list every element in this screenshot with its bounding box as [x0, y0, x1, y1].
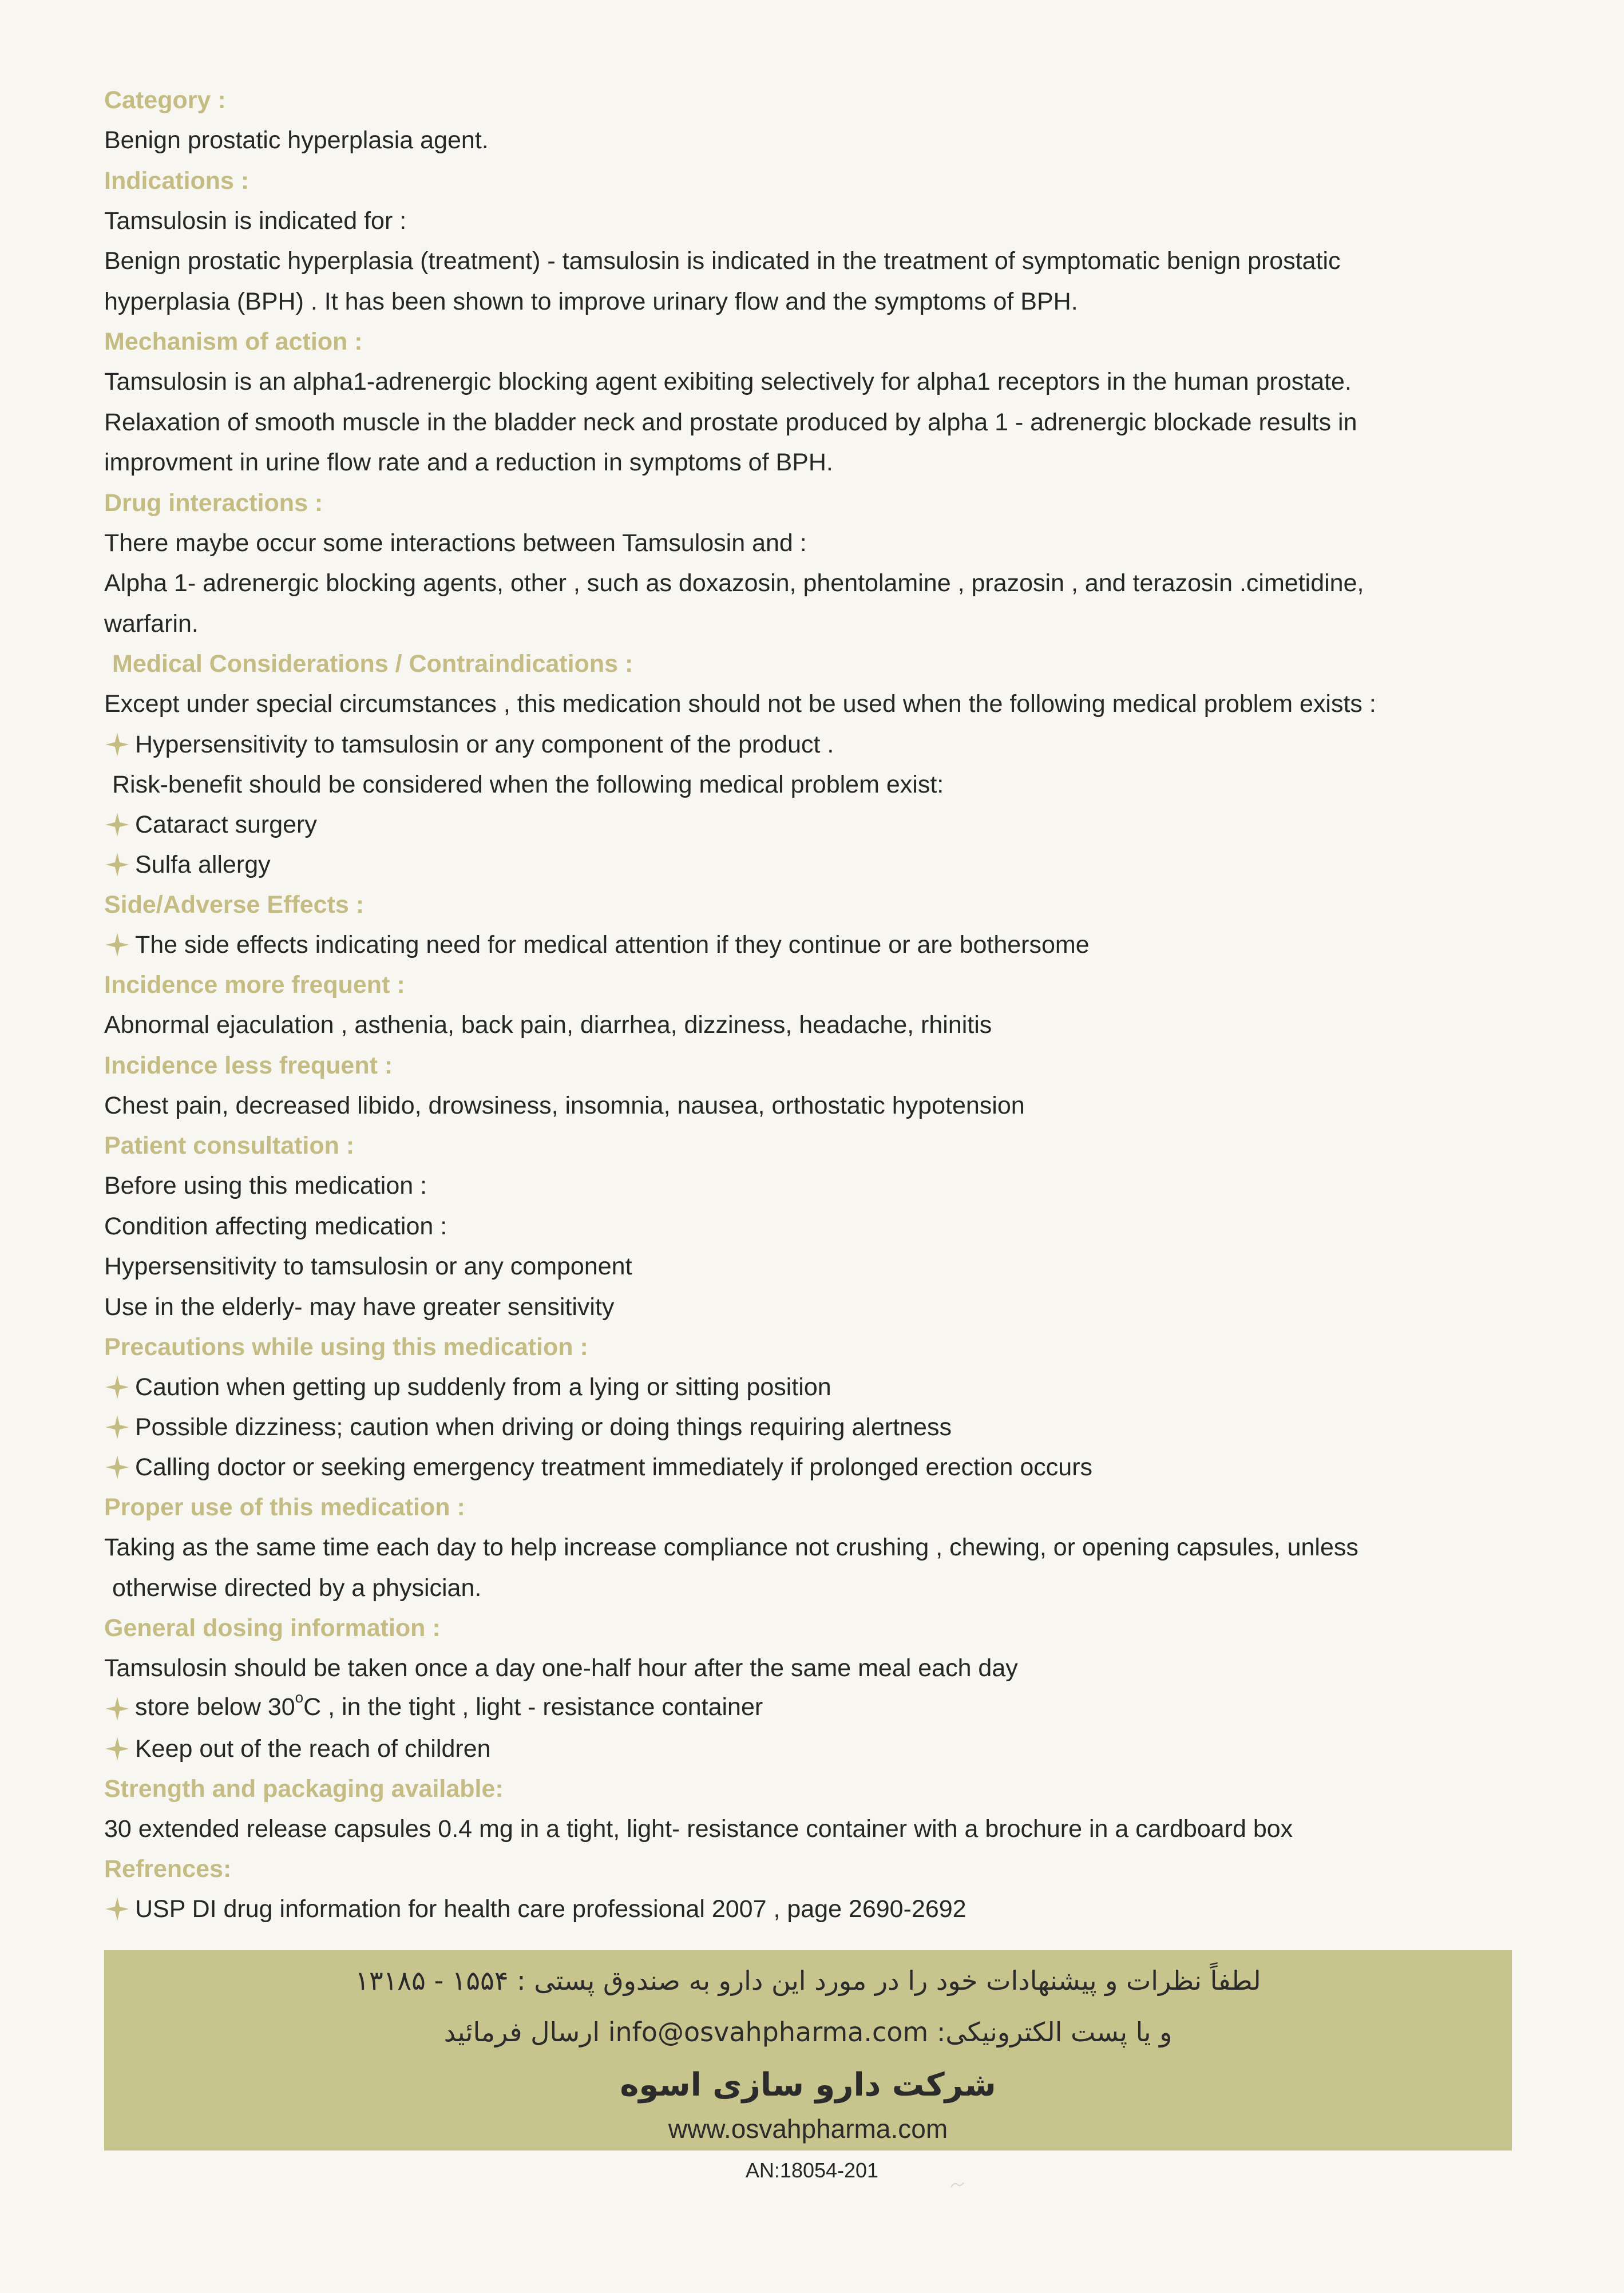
- mechanism-line: Tamsulosin is an alpha1-adrenergic blocking agent exibiting selectively for alpha1 receptors in the human prostate.: [104, 368, 1352, 395]
- proper-use-line: otherwise directed by a physician.: [112, 1574, 482, 1602]
- star-bullet-icon: [104, 1896, 130, 1922]
- interactions-heading: Drug interactions :: [104, 489, 323, 517]
- indications-line: Tamsulosin is indicated for :: [104, 207, 407, 235]
- scan-mark-icon: [949, 2179, 966, 2191]
- consultation-line: Hypersensitivity to tamsulosin or any component: [104, 1253, 632, 1280]
- mechanism-line: Relaxation of smooth muscle in the bladder neck and prostate produced by alpha 1 - adrenergic blockade results in: [104, 408, 1357, 436]
- bullet-text: The side effects indicating need for medical attention if they continue or are bothersome: [135, 931, 1090, 959]
- packaging-text: 30 extended release capsules 0.4 mg in a tight, light- resistance container with a brochure in a cardboard box: [104, 1815, 1293, 1843]
- bullet-text: Cataract surgery: [135, 811, 317, 838]
- star-bullet-icon: [104, 932, 130, 958]
- reference-bullet: [104, 1889, 1495, 1929]
- storage-suffix: C , in the tight , light - resistance container: [303, 1693, 763, 1721]
- side-effects-bullet: [104, 925, 1495, 965]
- indications-heading: Indications :: [104, 167, 249, 195]
- consultation-line: Use in the elderly- may have greater sensitivity: [104, 1293, 615, 1321]
- storage-prefix: store below 30: [135, 1693, 295, 1721]
- proper-use-heading: Proper use of this medication :: [104, 1494, 465, 1521]
- star-bullet-icon: [104, 852, 130, 878]
- risk-benefit-line: Risk-benefit should be considered when the following medical problem exist:: [112, 770, 944, 798]
- precautions-heading: Precautions while using this medication :: [104, 1333, 588, 1361]
- feedback-email-line: و یا پست الکترونیکی: info@osvahpharma.com ارسال فرمائید: [443, 2017, 1173, 2048]
- risk-bullet: [104, 845, 1495, 885]
- precaution-bullet: [104, 1407, 1495, 1447]
- bullet-text: Calling doctor or seeking emergency treatment immediately if prolonged erection occurs: [135, 1454, 1093, 1481]
- contraindication-bullet: [104, 724, 1495, 765]
- interactions-line: Alpha 1- adrenergic blocking agents, other , such as doxazosin, phentolamine , prazosin , and terazosin .cimetidine,: [104, 569, 1364, 597]
- degree-mark: o: [295, 1689, 304, 1706]
- company-footer: [104, 1950, 1512, 2151]
- star-bullet-icon: [104, 1736, 130, 1762]
- consultation-line: Before using this medication :: [104, 1172, 427, 1199]
- storage-bullet: [104, 1689, 1495, 1729]
- consultation-line: Condition affecting medication :: [104, 1212, 447, 1240]
- contraindications-heading: Medical Considerations / Contraindications :: [112, 650, 633, 678]
- star-bullet-icon: [104, 1696, 130, 1722]
- contraindications-intro: Except under special circumstances , this medication should not be used when the following medical problem exists :: [104, 690, 1376, 718]
- references-heading: Refrences:: [104, 1855, 232, 1883]
- risk-bullet: [104, 805, 1495, 845]
- star-bullet-icon: [104, 1374, 130, 1400]
- star-bullet-icon: [104, 811, 130, 838]
- indications-line: hyperplasia (BPH) . It has been shown to improve urinary flow and the symptoms of BPH.: [104, 287, 1078, 315]
- category-text: Benign prostatic hyperplasia agent.: [104, 126, 489, 154]
- mechanism-line: improvment in urine flow rate and a reduction in symptoms of BPH.: [104, 449, 833, 476]
- star-bullet-icon: [104, 1414, 130, 1440]
- dosing-line: Tamsulosin should be taken once a day one-half hour after the same meal each day: [104, 1654, 1018, 1682]
- bullet-text: Hypersensitivity to tamsulosin or any component of the product .: [135, 730, 834, 758]
- category-heading: Category :: [104, 86, 226, 114]
- an-code: AN:18054-201: [745, 2159, 879, 2182]
- bullet-text: USP DI drug information for health care professional 2007 , page 2690-2692: [135, 1895, 967, 1923]
- consultation-heading: Patient consultation :: [104, 1132, 355, 1159]
- less-frequent-text: Chest pain, decreased libido, drowsiness, insomnia, nausea, orthostatic hypotension: [104, 1091, 1025, 1119]
- mechanism-heading: Mechanism of action :: [104, 328, 363, 355]
- indications-line: Benign prostatic hyperplasia (treatment) - tamsulosin is indicated in the treatment of symptomatic benign prostatic: [104, 247, 1341, 275]
- bullet-text: Sulfa allergy: [135, 851, 271, 878]
- dosing-heading: General dosing information :: [104, 1614, 441, 1642]
- side-effects-heading: Side/Adverse Effects :: [104, 891, 365, 918]
- more-frequent-text: Abnormal ejaculation , asthenia, back pain, diarrhea, dizziness, headache, rhinitis: [104, 1011, 992, 1039]
- bullet-text: Keep out of the reach of children: [135, 1734, 491, 1763]
- company-name: شرکت دارو سازی اسوه: [620, 2066, 996, 2104]
- bullet-text: Caution when getting up suddenly from a lying or sitting position: [135, 1373, 831, 1401]
- bullet-text: Possible dizziness; caution when driving or doing things requiring alertness: [135, 1413, 952, 1441]
- website-link[interactable]: www.osvahpharma.com: [668, 2114, 948, 2144]
- proper-use-line: Taking as the same time each day to help increase compliance not crushing , chewing, or opening capsules, unless: [104, 1534, 1358, 1561]
- children-bullet: [104, 1729, 1495, 1769]
- leaflet-content: [104, 80, 1495, 1929]
- star-bullet-icon: [104, 1454, 130, 1480]
- interactions-line: warfarin.: [104, 609, 199, 637]
- packaging-heading: Strength and packaging available:: [104, 1775, 504, 1803]
- precaution-bullet: [104, 1367, 1495, 1407]
- storage-text: [135, 1687, 763, 1730]
- more-frequent-heading: Incidence more frequent :: [104, 971, 405, 999]
- feedback-postal-line: لطفاً نظرات و پیشنهادات خود را در مورد این دارو به صندوق پستی : ۱۵۵۴ - ۱۳۱۸۵: [355, 1965, 1261, 1996]
- star-bullet-icon: [104, 731, 130, 758]
- interactions-line: There maybe occur some interactions between Tamsulosin and :: [104, 529, 807, 557]
- precaution-bullet: [104, 1447, 1495, 1487]
- less-frequent-heading: Incidence less frequent :: [104, 1051, 393, 1079]
